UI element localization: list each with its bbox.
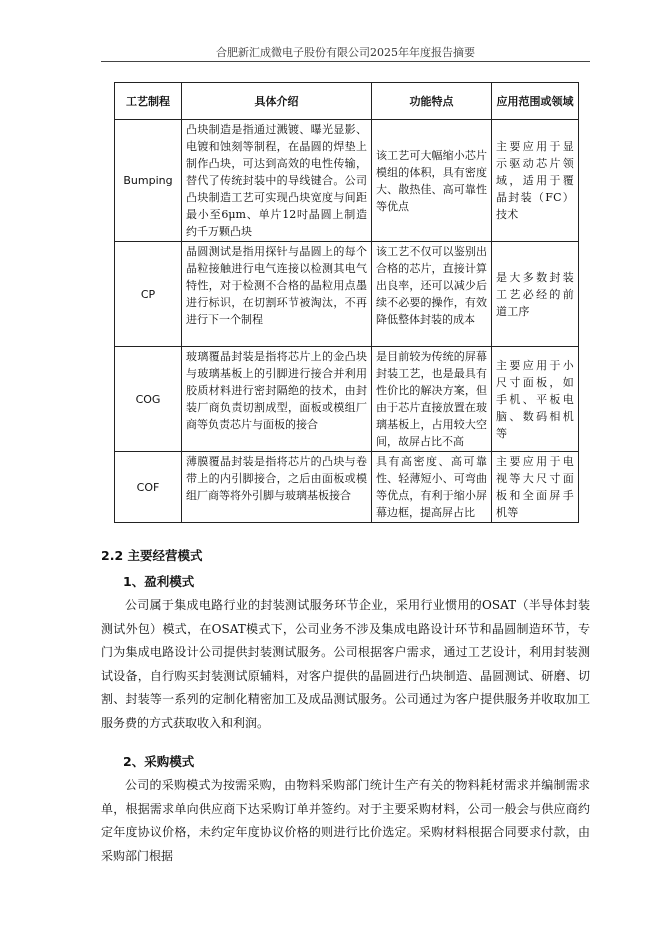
col-header-feature: 功能特点 — [372, 83, 492, 120]
col-header-description: 具体介绍 — [182, 83, 372, 120]
subsection-title-profit: 1、盈利模式 — [123, 574, 195, 589]
col-header-application: 应用范围或领域 — [492, 83, 579, 120]
cell-application: 主要应用于小尺寸面板，如手机、平板电脑、数码相机等 — [492, 347, 579, 452]
header-rule — [101, 61, 590, 62]
cell-description: 凸块制造是指通过溅镀、曝光显影、电镀和蚀刻等制程，在晶圆的焊垫上制作凸块，可达到高效的电性传输，替代了传统封装中的导线键合。公司凸块制造工艺可实现凸块宽度与间距最小至6μm、单片12吋晶圆上制造约千万颗凸块 — [182, 120, 372, 242]
cell-feature — [372, 452, 492, 523]
col-header-process: 工艺制程 — [115, 83, 182, 120]
cell-process-name: COF — [115, 452, 182, 523]
paragraph-profit-model: 公司属于集成电路行业的封装测试服务环节企业，采用行业惯用的OSAT（半导体封装测试外包）模式，在OSAT模式下，公司业务不涉及集成电路设计环节和晶圆制造环节，专门为集成电路设计公司提供封装测试服务。公司根据客户需求，通过工艺设计，利用封装测试设备，自行购买封装测试原辅料，对客户提供的晶圆进行凸块制造、晶圆测试、研磨、切割、封装等一系列的定制化精密加工及成品测试服务。公司通过为客户提供服务并收取加工服务费的方式获取收入和利润。 — [101, 598, 590, 730]
paragraph-procurement-model: 公司的采购模式为按需采购，由物料采购部门统计生产有关的物料耗材需求并编制需求单，根据需求单向供应商下达采购订单并签约。对于主要采购材料，公司一般会与供应商约定年度协议价格，未约定年度协议价格的则进行比价选定。采购材料根据合同要求付款，由采购部门根据 — [101, 778, 590, 863]
process-table — [114, 82, 579, 523]
table-header-row — [115, 83, 579, 120]
cell-process-name: Bumping — [115, 120, 182, 242]
cell-feature: 该工艺不仅可以鉴别出合格的芯片，直接计算出良率，还可以减少后续不必要的操作，有效降低整体封装的成本 — [372, 242, 492, 347]
cell-description: 玻璃覆晶封装是指将芯片上的金凸块与玻璃基板上的引脚进行接合并利用胶质材料进行密封隔绝的技术，由封装厂商负责切割成型，面板或模组厂商等负责芯片与面板的接合 — [182, 347, 372, 452]
table-row — [115, 347, 579, 452]
subsection-title-procurement: 2、采购模式 — [123, 754, 195, 769]
cell-application: 是大多数封装工艺必经的前道工序 — [492, 242, 579, 347]
cell-process-name: CP — [115, 242, 182, 347]
feature-text: 是目前较为传统的屏幕封装工艺，也是最具有性价比的解决方案，但由于芯片直接放置在玻璃基板上，占用较大空间，故屏占比不高 — [376, 350, 487, 448]
table-row — [115, 242, 579, 347]
cell-application: 主要应用于显示驱动芯片领域，适用于覆晶封装（FC）技术 — [492, 120, 579, 242]
cell-description: 晶圆测试是指用探针与晶圆上的每个晶粒接触进行电气连接以检测其电气特性，对于检测不合格的晶粒用点墨进行标识，在切割环节被淘汰，不再进行下一个制程 — [182, 242, 372, 347]
cell-process-name: COG — [115, 347, 182, 452]
cell-feature: 该工艺可大幅缩小芯片模组的体积，具有密度大、散热佳、高可靠性等优点 — [372, 120, 492, 242]
page-header: 合肥新汇成微电子股份有限公司2025年年度报告摘要 — [216, 46, 475, 59]
cell-feature — [372, 347, 492, 452]
cell-application: 主要应用于电视等大尺寸面板和全面屏手机等 — [492, 452, 579, 523]
table-row — [115, 452, 579, 523]
section-title: 2.2 主要经营模式 — [101, 548, 203, 563]
table-row — [115, 120, 579, 242]
cell-description: 薄膜覆晶封装是指将芯片的凸块与卷带上的内引脚接合，之后由面板或模组厂商等将外引脚与玻璃基板接合 — [182, 452, 372, 523]
feature-text: 具有高密度、高可靠性、轻薄短小、可弯曲等优点，有利于缩小屏幕边框，提高屏占比 — [376, 455, 487, 519]
